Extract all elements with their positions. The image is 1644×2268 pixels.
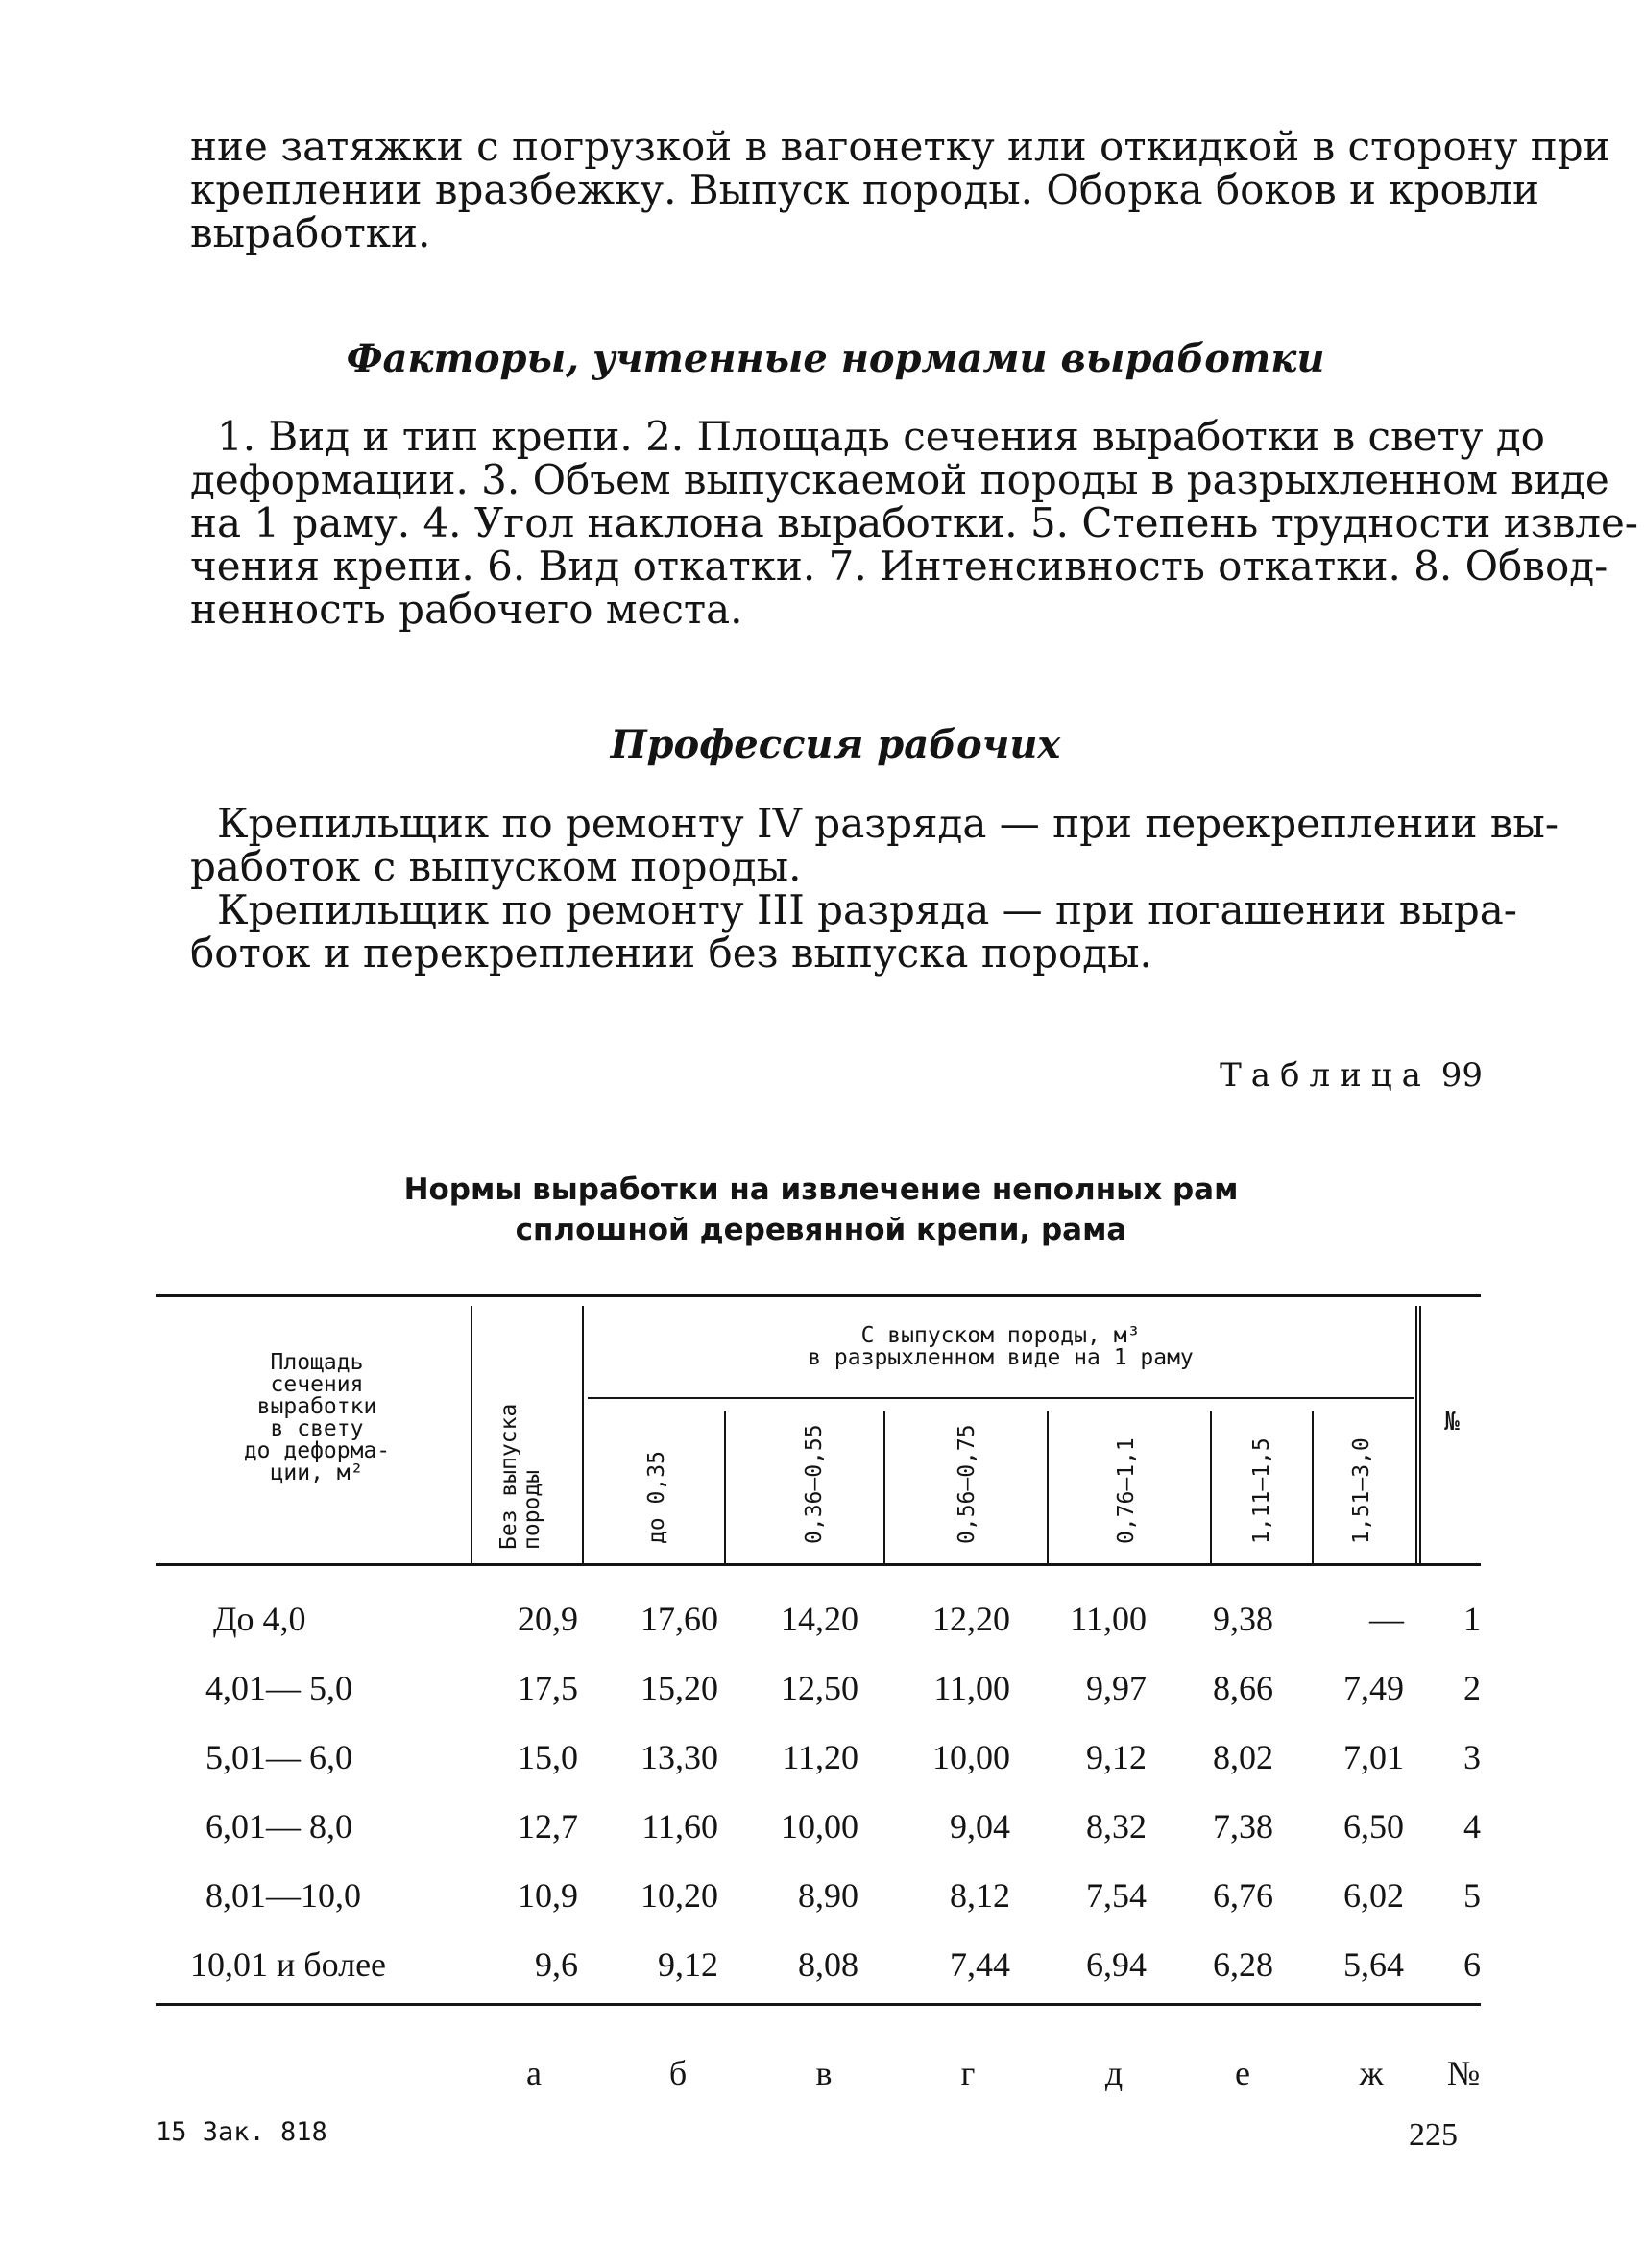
intro-line: креплении вразбежку. Выпуск породы. Оборка боков и кровли [190, 166, 1540, 213]
row-value: 6,50 [1343, 1807, 1404, 1846]
header-volume-col: 0,76—1,1 [1114, 1437, 1139, 1544]
row-value: 7,01 [1343, 1738, 1404, 1776]
table-vline [883, 1411, 885, 1563]
table-vline [1419, 1306, 1421, 1563]
row-value: 17,5 [518, 1669, 578, 1707]
row-value: 8,32 [1086, 1807, 1147, 1846]
row-value: 12,20 [932, 1600, 1010, 1638]
header-area-line: ции, м² [270, 1460, 364, 1485]
row-number: 5 [1463, 1876, 1481, 1915]
footer-order: 15 Зак. 818 [156, 2117, 327, 2147]
row-value: 10,00 [932, 1738, 1010, 1776]
row-value: 6,94 [1086, 1945, 1147, 1984]
header-area [173, 1352, 461, 1484]
row-value: 6,02 [1343, 1876, 1404, 1915]
row-number: 6 [1463, 1945, 1481, 1984]
row-value: 8,08 [798, 1945, 858, 1984]
row-number: 4 [1463, 1807, 1481, 1846]
header-volume-col: 0,56—0,75 [955, 1424, 979, 1544]
header-area-line: в свету [270, 1416, 364, 1441]
row-value: 10,20 [641, 1876, 718, 1915]
table-title [288, 1170, 1354, 1250]
row-value: 6,28 [1213, 1945, 1273, 1984]
header-group-line: С выпуском породы, м³ [860, 1323, 1141, 1348]
column-letter: д [1104, 2054, 1124, 2092]
factors-line: чения крепи. 6. Вид откатки. 7. Интенсивность откатки. 8. Обвод- [190, 543, 1608, 590]
row-value: 7,49 [1343, 1669, 1404, 1707]
column-letter: г [960, 2054, 976, 2092]
row-area: До 4,0 [213, 1600, 306, 1638]
header-group-line: в разрыхленном виде на 1 раму [808, 1345, 1194, 1370]
header-number: № [1444, 1408, 1460, 1436]
row-value: 17,60 [641, 1600, 718, 1638]
header-no-release-line: породы [520, 1469, 544, 1550]
row-value: 13,30 [641, 1738, 718, 1776]
row-value: 7,54 [1086, 1876, 1147, 1915]
row-value: 11,00 [1070, 1600, 1147, 1638]
row-value: 9,04 [950, 1807, 1010, 1846]
factors-line: на 1 раму. 4. Угол наклона выработки. 5. Степень трудности извле- [190, 499, 1639, 546]
header-volume-col: 1,11—1,5 [1249, 1437, 1274, 1544]
row-number: 1 [1463, 1600, 1481, 1638]
row-value: 9,6 [535, 1945, 578, 1984]
column-letter: ж [1359, 2054, 1384, 2092]
column-letter: а [526, 2054, 542, 2092]
row-value: 10,9 [518, 1876, 578, 1915]
header-volume-col: 1,51—3,0 [1349, 1437, 1374, 1544]
row-value: 11,60 [641, 1807, 718, 1846]
row-number: 3 [1463, 1738, 1481, 1776]
header-volume-col: 0,36—0,55 [802, 1424, 827, 1544]
profession-line: Крепильщик по ремонту IV разряда — при перекреплении вы- [217, 800, 1559, 847]
row-value: 15,0 [518, 1738, 578, 1776]
row-value: 7,38 [1213, 1807, 1273, 1846]
table-vline [582, 1306, 584, 1563]
row-value: 14,20 [781, 1600, 858, 1638]
column-letter: е [1235, 2054, 1250, 2092]
table-label [1220, 1056, 1483, 1095]
row-value: 9,12 [658, 1945, 718, 1984]
header-area-line: выработки [256, 1394, 377, 1419]
header-area-line: до деформа- [243, 1438, 391, 1463]
profession-paragraph-1 [190, 800, 1559, 890]
row-value: 8,66 [1213, 1669, 1273, 1707]
intro-line: ние затяжки с погрузкой в вагонетку или откидкой в сторону при [190, 123, 1610, 170]
table-header-bottom-rule [156, 1563, 1481, 1566]
table-label-word: Таблица [1220, 1056, 1431, 1095]
header-volume-col: до 0,35 [644, 1451, 669, 1544]
row-value: 9,12 [1086, 1738, 1147, 1776]
row-value: 15,20 [641, 1669, 718, 1707]
column-letter: б [668, 2054, 688, 2092]
factors-line: деформации. 3. Объем выпускаемой породы в разрыхленном виде [190, 456, 1609, 503]
header-group [588, 1325, 1414, 1369]
row-area: 5,01— 6,0 [206, 1738, 352, 1776]
intro-line: выработки. [190, 209, 431, 256]
row-value: 5,64 [1343, 1945, 1404, 1984]
factors-line: 1. Вид и тип крепи. 2. Площадь сечения выработки в свету до [217, 413, 1545, 460]
row-value: 10,00 [781, 1807, 858, 1846]
column-letter: в [815, 2054, 833, 2092]
row-value: 12,7 [518, 1807, 578, 1846]
header-area-line: Площадь [270, 1350, 364, 1375]
row-area: 6,01— 8,0 [206, 1807, 352, 1846]
profession-paragraph-2 [190, 886, 1517, 977]
row-value: 8,02 [1213, 1738, 1273, 1776]
table-vline [471, 1306, 472, 1563]
page-number: 225 [1409, 2117, 1458, 2153]
profession-line: боток и перекреплении без выпуска породы. [190, 929, 1152, 977]
row-value: 8,90 [798, 1876, 858, 1915]
row-value: 11,20 [782, 1738, 858, 1776]
intro-paragraph [190, 123, 1610, 256]
table-vline [1047, 1411, 1049, 1563]
table-title-line: Нормы выработки на извлечение неполных рам [403, 1172, 1239, 1207]
row-value: 9,97 [1086, 1669, 1147, 1707]
table-vline [724, 1411, 726, 1563]
table-top-rule [156, 1294, 1481, 1297]
factors-heading: Факторы, учтенные нормами выработки [346, 336, 1325, 381]
row-area: 4,01— 5,0 [206, 1669, 352, 1707]
header-no-release [497, 1404, 544, 1550]
row-value: 9,38 [1213, 1600, 1273, 1638]
row-value: 8,12 [950, 1876, 1010, 1915]
header-no-release-line: Без выпуска [496, 1403, 521, 1550]
row-value: 20,9 [518, 1600, 578, 1638]
row-value: 6,76 [1213, 1876, 1273, 1915]
row-value: 12,50 [781, 1669, 858, 1707]
factors-paragraph [190, 413, 1639, 633]
row-number: 2 [1463, 1669, 1481, 1707]
table-vline [1312, 1411, 1314, 1563]
table-vline [1415, 1306, 1417, 1563]
row-value: 11,00 [933, 1669, 1010, 1707]
row-area: 10,01 и более [190, 1945, 387, 1984]
table-label-number: 99 [1440, 1056, 1483, 1095]
row-value: 7,44 [950, 1945, 1010, 1984]
table-vline [1210, 1411, 1212, 1563]
table-subgroup-rule [588, 1397, 1414, 1399]
row-area: 8,01—10,0 [206, 1876, 361, 1915]
table-bottom-rule [156, 2003, 1481, 2006]
profession-line: работок с выпуском породы. [190, 843, 802, 890]
table-title-line: сплошной деревянной крепи, рама [515, 1213, 1127, 1247]
header-area-line: сечения [270, 1372, 364, 1397]
row-value: — [1369, 1600, 1404, 1638]
profession-line: Крепильщик по ремонту III разряда — при погашении выра- [217, 886, 1517, 933]
profession-heading: Профессия рабочих [610, 722, 1061, 767]
factors-line: ненность рабочего места. [190, 586, 743, 633]
column-letter-number: № [1446, 2054, 1481, 2092]
